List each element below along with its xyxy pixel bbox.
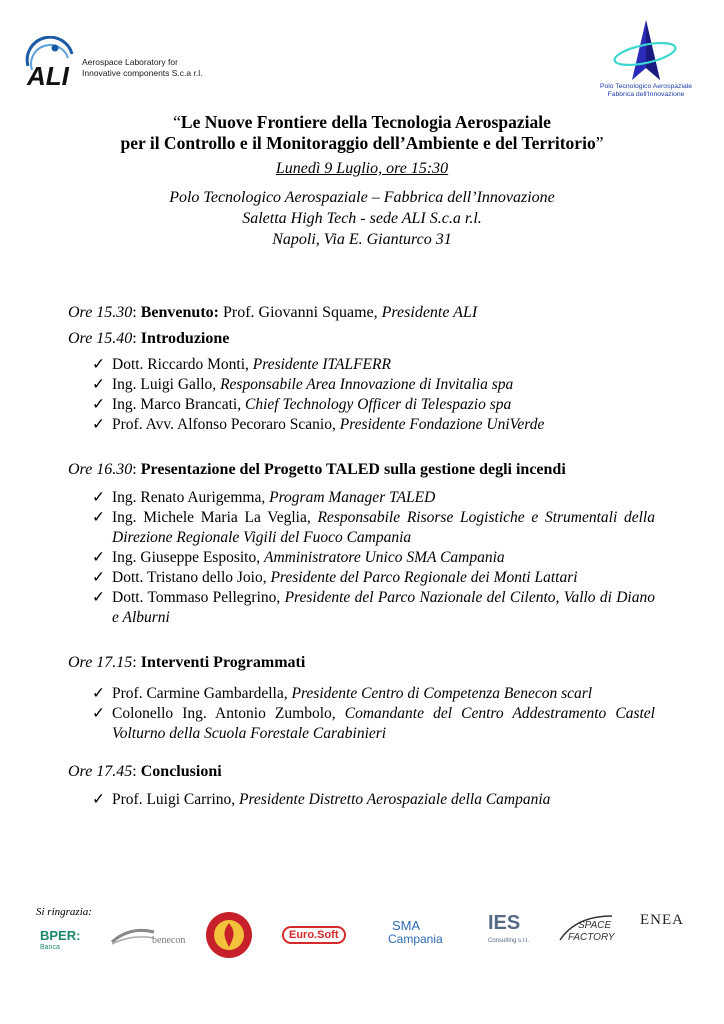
session-heading: Benvenuto: — [140, 304, 219, 321]
polo-caption-line1: Polo Tecnologico Aerospaziale — [599, 83, 693, 90]
ies-logo-name: IES — [488, 912, 521, 934]
event-title-line2 — [0, 133, 724, 154]
space-factory-line1: SPACE — [578, 920, 612, 931]
check-icon: ✓ — [92, 589, 105, 606]
space-factory-line2: FACTORY — [568, 932, 615, 943]
ali-logo-letters: ALI — [27, 61, 69, 88]
speaker-role: Presidente Distretto Aerospaziale della Campania — [239, 791, 551, 808]
check-icon: ✓ — [92, 509, 105, 526]
check-icon: ✓ — [92, 791, 105, 808]
enea-logo-name: ENEA — [640, 912, 684, 928]
session-conclusioni: Ore 17.45: Conclusioni — [68, 763, 222, 780]
speaker-role: Program Manager TALED — [269, 489, 436, 506]
session-heading: Conclusioni — [140, 763, 222, 780]
list-item — [92, 355, 655, 375]
speaker-name: Ing. Michele Maria La Veglia, — [112, 509, 318, 526]
ali-logo-mark — [22, 36, 78, 88]
list-item — [92, 588, 655, 628]
speaker-role: Comandante del Centro Addestramento Castel Volturno della Scuola Forestale Carabinieri — [112, 705, 655, 742]
sma-logo — [386, 910, 458, 960]
list-item — [92, 548, 655, 568]
ali-logo — [22, 36, 212, 88]
session-welcome: Ore 15.30: Benvenuto: Prof. Giovanni Squame, Presidente ALI — [68, 304, 478, 321]
title-text-2: per il Controllo e il Monitoraggio dell’Ambiente e del Territorio — [120, 133, 596, 153]
check-icon: ✓ — [92, 376, 105, 393]
ies-logo — [484, 910, 540, 960]
session-speaker: Prof. Giovanni Squame, — [218, 304, 382, 321]
ies-logo-sub: Consulting s.r.l. — [488, 938, 530, 944]
list-item — [92, 488, 655, 508]
session-time: Ore 15.30 — [68, 304, 133, 321]
venue-line-2: Saletta High Tech - sede ALI S.c.a r.l. — [242, 210, 482, 227]
speaker-name: Ing. Giuseppe Esposito, — [112, 549, 264, 566]
list-item — [92, 508, 655, 548]
bper-logo-sub: Banca — [40, 944, 60, 951]
speaker-role: Presidente Centro di Competenza Benecon scarl — [291, 685, 593, 702]
check-icon: ✓ — [92, 396, 105, 413]
ali-caption-line1: Aerospace Laboratory for — [82, 57, 178, 67]
list-item — [92, 568, 655, 588]
benecon-swoosh-icon — [110, 924, 156, 946]
speaker-name: Ing. Marco Brancati, — [112, 396, 245, 413]
check-icon: ✓ — [92, 356, 105, 373]
speaker-name: Dott. Riccardo Monti, — [112, 356, 253, 373]
speaker-name: Ing. Luigi Gallo, — [112, 376, 221, 393]
sma-logo-name: SMA — [392, 918, 421, 933]
speaker-role: Presidente ITALFERR — [252, 356, 391, 373]
session-introduction: Ore 15.40: Introduzione — [68, 330, 230, 347]
venue-line-1: Polo Tecnologico Aerospaziale – Fabbrica dell’Innovazione — [169, 189, 555, 206]
title-text-1: Le Nuove Frontiere della Tecnologia Aerospaziale — [180, 112, 551, 132]
list-item — [92, 395, 655, 415]
speaker-name: Prof. Luigi Carrino, — [112, 791, 239, 808]
close-quote: ” — [595, 133, 604, 153]
list-item — [92, 415, 655, 435]
benecon-logo — [110, 910, 194, 960]
open-quote: “ — [173, 112, 181, 132]
polo-logo-mark — [612, 18, 678, 82]
ali-caption-line2: Innovative components S.c.a r.l. — [82, 68, 203, 78]
speaker-role: Amministratore Unico SMA Campania — [263, 549, 505, 566]
space-factory-logo — [556, 910, 620, 960]
session-heading: Interventi Programmati — [140, 654, 306, 671]
event-title-line1 — [0, 112, 724, 133]
session-time: Ore 17.45 — [68, 763, 133, 780]
check-icon: ✓ — [92, 685, 105, 702]
session-time: Ore 16.30 — [68, 461, 133, 478]
check-icon: ✓ — [92, 489, 105, 506]
speaker-name: Colonello Ing. Antonio Zumbolo, — [112, 705, 345, 722]
session-time: Ore 15.40 — [68, 330, 133, 347]
bper-logo-name: BPER: — [40, 928, 81, 943]
polo-logo — [590, 18, 702, 102]
speaker-name: Ing. Renato Aurigemma, — [112, 489, 270, 506]
speaker-role: Presidente del Parco Nazionale del Cilento, Vallo di Diano e Alburni — [112, 589, 655, 626]
thanks-label: Si ringrazia: — [36, 906, 92, 918]
check-icon: ✓ — [92, 569, 105, 586]
check-icon: ✓ — [92, 416, 105, 433]
vvf-seal-icon — [204, 910, 254, 960]
polo-caption-line2: Fabbrica dell'Innovazione — [607, 91, 685, 98]
speaker-role: Presidente Fondazione UniVerde — [339, 416, 545, 433]
speaker-role: Chief Technology Officer di Telespazio spa — [245, 396, 512, 413]
session-time: Ore 17.15 — [68, 654, 133, 671]
check-icon: ✓ — [92, 549, 105, 566]
eurosoft-logo — [280, 910, 370, 960]
event-date: Lunedì 9 Luglio, ore 15:30 — [275, 160, 449, 177]
list-item — [92, 704, 655, 744]
session-taled: Ore 16.30: Presentazione del Progetto TALED sulla gestione degli incendi — [68, 461, 566, 478]
session-heading: Presentazione del Progetto TALED sulla gestione degli incendi — [140, 461, 566, 478]
bper-logo — [40, 910, 90, 960]
vvf-logo — [204, 910, 254, 960]
session-heading: Introduzione — [140, 330, 230, 347]
benecon-logo-name: benecon — [152, 935, 186, 946]
sma-logo-sub: Campania — [388, 932, 443, 946]
venue-line-3: Napoli, Via E. Gianturco 31 — [272, 231, 452, 248]
ali-logo-caption — [82, 57, 202, 79]
list-item — [92, 684, 655, 704]
speaker-name: Dott. Tristano dello Joio, — [112, 569, 271, 586]
speaker-name: Prof. Avv. Alfonso Pecoraro Scanio, — [112, 416, 340, 433]
eurosoft-logo-name: Euro.Soft — [282, 926, 346, 944]
list-item — [92, 790, 655, 810]
session-interventi: Ore 17.15: Interventi Programmati — [68, 654, 306, 671]
speaker-role: Responsabile Area Innovazione di Invitalia spa — [220, 376, 514, 393]
list-item — [92, 375, 655, 395]
session-role: Presidente ALI — [381, 304, 478, 321]
speaker-name: Prof. Carmine Gambardella, — [112, 685, 292, 702]
speaker-role: Presidente del Parco Regionale dei Monti Lattari — [270, 569, 578, 586]
enea-logo — [638, 910, 694, 960]
speaker-name: Dott. Tommaso Pellegrino, — [112, 589, 285, 606]
speaker-role: Responsabile Risorse Logistiche e Strumentali della Direzione Regionale Vigili del Fuoco Campania — [112, 509, 655, 546]
check-icon: ✓ — [92, 705, 105, 722]
